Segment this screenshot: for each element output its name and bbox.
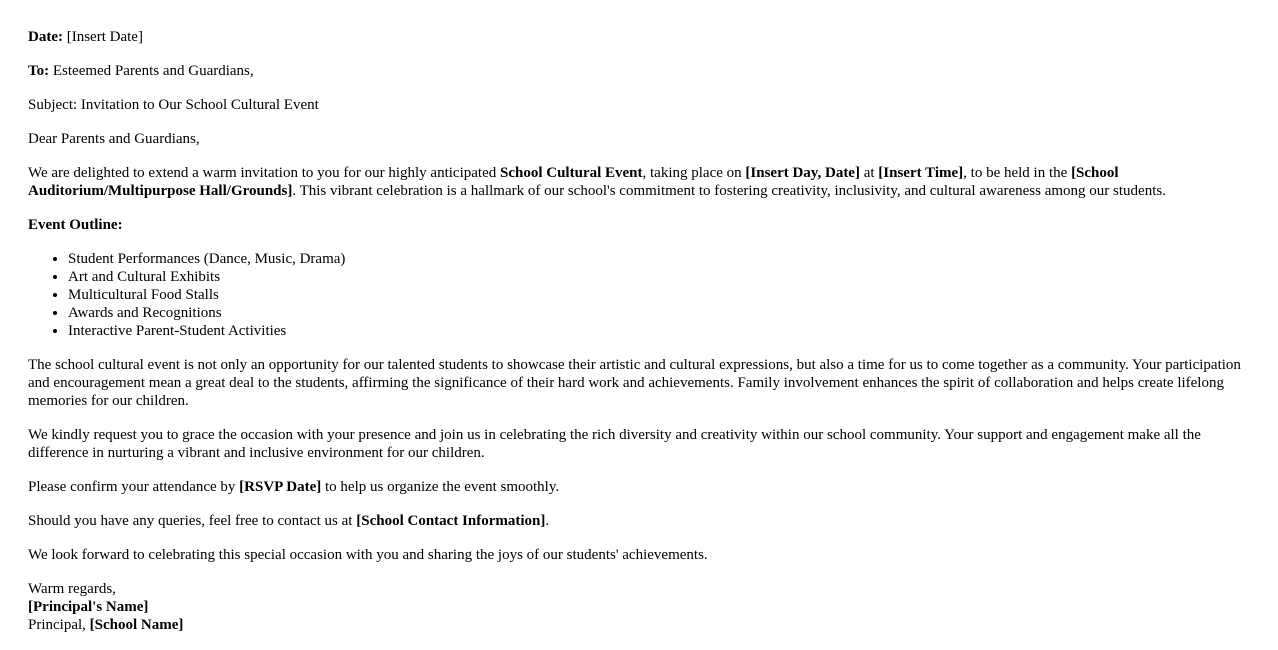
intro-text-4: , to be held in the <box>963 165 1072 181</box>
request-paragraph: We kindly request you to grace the occasion with your presence and join us in celebrating the rich diversity and creativity within our school community. Your support and engagement make all the difference in nurturing a vibrant and inclusive environment for our children. <box>28 427 1201 461</box>
regards: Warm regards, <box>28 581 116 597</box>
to-line <box>28 62 1246 80</box>
list-item: • Student Performances (Dance, Music, Drama) <box>68 250 1246 268</box>
intro-text-1: We are delighted to extend a warm invitation to you for our highly anticipated <box>28 165 500 181</box>
list-item: • Interactive Parent-Student Activities <box>68 322 1246 340</box>
rsvp-paragraph <box>28 478 1246 496</box>
event-date: [Insert Day, Date] <box>745 165 860 181</box>
outline-heading <box>28 216 1246 234</box>
intro-text-3: at <box>859 165 879 181</box>
letter-document <box>28 28 1246 650</box>
contact-text-2: . <box>545 513 550 529</box>
community-paragraph: The school cultural event is not only an opportunity for our talented students to showcase their artistic and cultural expressions, but also a time for us to come together as a community. Your participation and encouragement mean a great deal to the students, affirming the significance of their hard work and achievements. Family involvement enhances the spirit of collaboration and helps create lifelong memories for our children. <box>28 357 1241 409</box>
event-time: [Insert Time] <box>878 165 964 181</box>
principal-title: Principal, <box>28 617 90 633</box>
list-item: • Art and Cultural Exhibits <box>68 268 1246 286</box>
intro-text-5: . This vibrant celebration is a hallmark of our school's commitment to fostering creativity, inclusivity, and cultural awareness among our students. <box>292 183 1166 199</box>
intro-paragraph <box>28 164 1246 200</box>
date-value: [Insert Date] <box>62 29 143 45</box>
contact-info: [School Contact Information] <box>356 513 546 529</box>
outline-heading-text: Event Outline: <box>28 217 123 233</box>
principal-name: [Principal's Name] <box>28 599 149 615</box>
to-label: To: <box>28 63 50 79</box>
list-item: • Multicultural Food Stalls <box>68 286 1246 304</box>
rsvp-text-1: Please confirm your attendance by <box>28 479 240 495</box>
outline-list <box>28 250 1246 340</box>
list-item: • Awards and Recognitions <box>68 304 1246 322</box>
event-name: School Cultural Event <box>500 165 643 181</box>
rsvp-text-2: to help us organize the event smoothly. <box>321 479 560 495</box>
salutation: Dear Parents and Guardians, <box>28 131 200 147</box>
intro-text-2: , taking place on <box>642 165 746 181</box>
rsvp-date: [RSVP Date] <box>239 479 322 495</box>
subject-line: Subject: Invitation to Our School Cultural Event <box>28 97 319 113</box>
to-value: Esteemed Parents and Guardians, <box>49 63 254 79</box>
contact-paragraph <box>28 512 1246 530</box>
school-name: [School Name] <box>89 617 184 633</box>
principal-title-line <box>28 616 1246 634</box>
contact-text-1: Should you have any queries, feel free to contact us at <box>28 513 357 529</box>
date-label: Date: <box>28 29 63 45</box>
signature-block <box>28 580 1246 634</box>
date-line <box>28 28 1246 46</box>
closing-paragraph: We look forward to celebrating this special occasion with you and sharing the joys of our students' achievements. <box>28 547 708 563</box>
event-venue: [School Auditorium/Multipurpose Hall/Grounds] <box>28 165 1119 199</box>
